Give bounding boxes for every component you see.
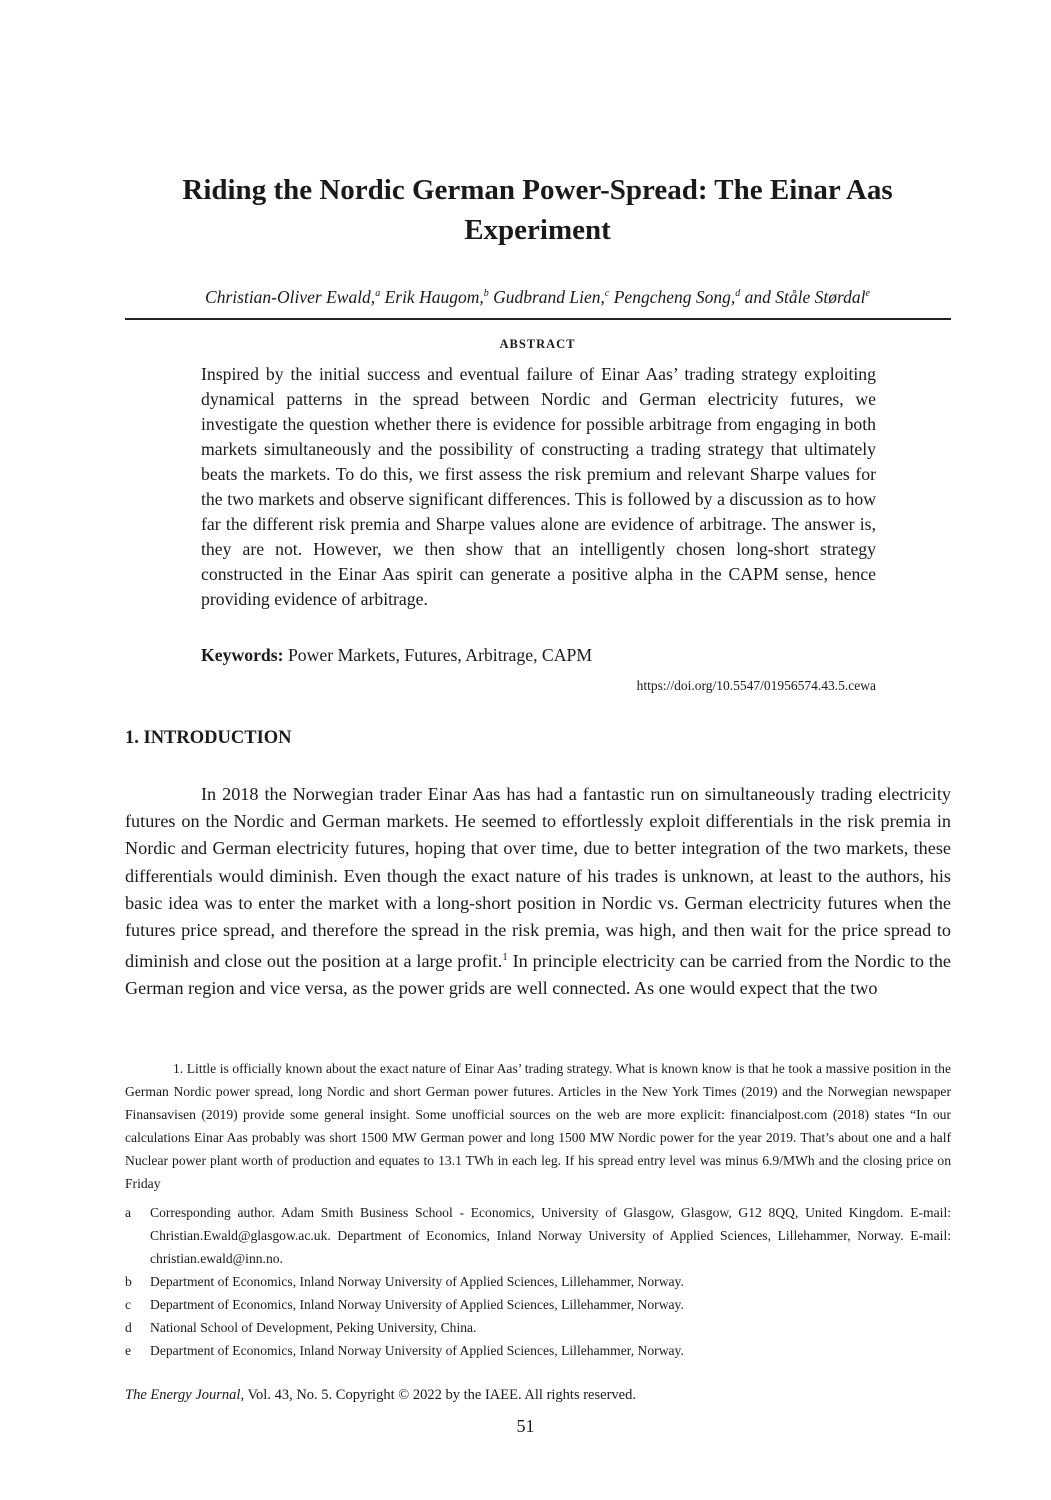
author-affiliation-mark: b: [483, 288, 489, 299]
header-divider: [125, 318, 951, 320]
affiliation-text: National School of Development, Peking University, China.: [150, 1320, 477, 1335]
affiliation-mark: e: [125, 1343, 132, 1358]
author-affiliation-mark: e: [865, 288, 870, 299]
keywords-label: Keywords:: [201, 645, 284, 665]
affiliation-list: [125, 1201, 951, 1362]
abstract-text: Inspired by the initial success and eventual failure of Einar Aas’ trading strategy exploiting dynamical patterns in the spread between Nordic and German electricity futures, we investigate the question whether there is evidence for possible arbitrage from engaging in both markets simultaneously and the possibility of constructing a trading strategy that ultimately beats the markets. To do this, we first assess the risk premium and relevant Sharpe values for the two markets and observe significant differences. This is followed by a discussion as to how far the different risk premia and Sharpe values alone are evidence of arbitrage. The answer is, they are not. However, we then show that an intelligently chosen long-short strategy constructed in the Einar Aas spirit can generate a positive alpha in the CAPM sense, hence providing evidence of arbitrage.: [201, 364, 876, 609]
journal-name: The Energy Journal: [125, 1387, 241, 1403]
author-affiliation-mark: c: [604, 288, 610, 299]
affiliation-item: [125, 1201, 951, 1270]
affiliation-item: [125, 1316, 951, 1339]
section-heading-introduction: 1. INTRODUCTION: [125, 728, 292, 748]
author-affiliation-mark: a: [375, 288, 381, 299]
paper-title: Riding the Nordic German Power-Spread: The Einar Aas Experiment: [182, 174, 893, 246]
affiliation-mark: c: [125, 1297, 132, 1312]
affiliation-text: Department of Economics, Inland Norway University of Applied Sciences, Lillehammer, Norway.: [150, 1274, 684, 1289]
doi-link[interactable]: https://doi.org/10.5547/01956574.43.5.cewa: [636, 678, 876, 693]
author-affiliation-mark: d: [735, 288, 741, 299]
page-number: 51: [516, 1416, 535, 1436]
author-name: Pengcheng Song,: [609, 286, 736, 307]
footnote-text: Little is officially known about the exact nature of Einar Aas’ trading strategy. What is known know is that he took a massive position in the German Nordic power spread, long Nordic and short German power futures. Articles in the New York Times (2019) and the Norwegian newspaper Finansavisen (2019) provide some general insight. Some unofficial sources on the web are more explicit: financialpost.com (2018) states “In our calculations Einar Aas probably was short 1500 MW German power and long 1500 MW Nordic power for the year 2019. That’s about one and a half Nuclear power plant worth of production and equates to 13.1 TWh in each leg. If his spread entry level was minus 6.9/MWh and the closing price on Friday: [125, 1061, 951, 1191]
affiliation-text: Department of Economics, Inland Norway University of Applied Sciences, Lillehammer, Norway.: [150, 1297, 684, 1312]
affiliation-item: [125, 1293, 951, 1316]
footnote-1: [125, 1057, 951, 1195]
affiliation-mark: a: [125, 1205, 132, 1220]
affiliation-mark: d: [125, 1320, 132, 1335]
journal-details: , Vol. 43, No. 5. Copyright © 2022 by the IAEE. All rights reserved.: [240, 1387, 636, 1403]
footnote-number: 1.: [173, 1061, 184, 1076]
affiliation-text: Corresponding author. Adam Smith Business School - Economics, University of Glasgow, Glasgow, G12 8QQ, United Kingdom. E-mail: Christian.Ewald@glasgow.ac.uk. Department of Economics, Inland Norway University of Applied Sciences, Lillehammer, Norway. E-mail: christian.ewald@inn.no.: [150, 1205, 951, 1266]
affiliation-text: Department of Economics, Inland Norway University of Applied Sciences, Lillehammer, Norway.: [150, 1343, 684, 1358]
author-list: [125, 282, 950, 309]
introduction-paragraph: [125, 781, 951, 1003]
footnote-reference[interactable]: 1: [502, 951, 508, 964]
affiliation-item: [125, 1270, 951, 1293]
introduction-text: In 2018 the Norwegian trader Einar Aas has had a fantastic run on simultaneously trading electricity futures on the Nordic and German markets. He seemed to effortlessly exploit differentials in the risk premia in Nordic and German electricity futures, hoping that over time, due to better integration of the two markets, these differentials would diminish. Even though the exact nature of his trades is unknown, at least to the authors, his basic idea was to enter the market with a long-short position in Nordic vs. German electricity futures when the futures price spread, and therefore the spread in the risk premia, was high, and then wait for the price spread to diminish and close out the position at a large profit.: [125, 784, 951, 972]
keywords-list: Power Markets, Futures, Arbitrage, CAPM: [283, 645, 593, 665]
author-name: Christian-Oliver Ewald,: [205, 286, 376, 307]
author-name: Gudbrand Lien,: [488, 286, 605, 307]
introduction-text-continued: In principle electricity can be carried from the Nordic to the German region and vice versa, as the power grids are well connected. As one would expect that the two: [125, 951, 951, 999]
affiliation-mark: b: [125, 1274, 132, 1289]
keywords-line: [201, 643, 876, 668]
author-name: Erik Haugom,: [380, 286, 484, 307]
author-name: and Ståle Størdal: [740, 286, 866, 307]
affiliation-item: [125, 1339, 951, 1362]
journal-citation: [125, 1387, 636, 1404]
abstract-heading: ABSTRACT: [499, 337, 576, 351]
